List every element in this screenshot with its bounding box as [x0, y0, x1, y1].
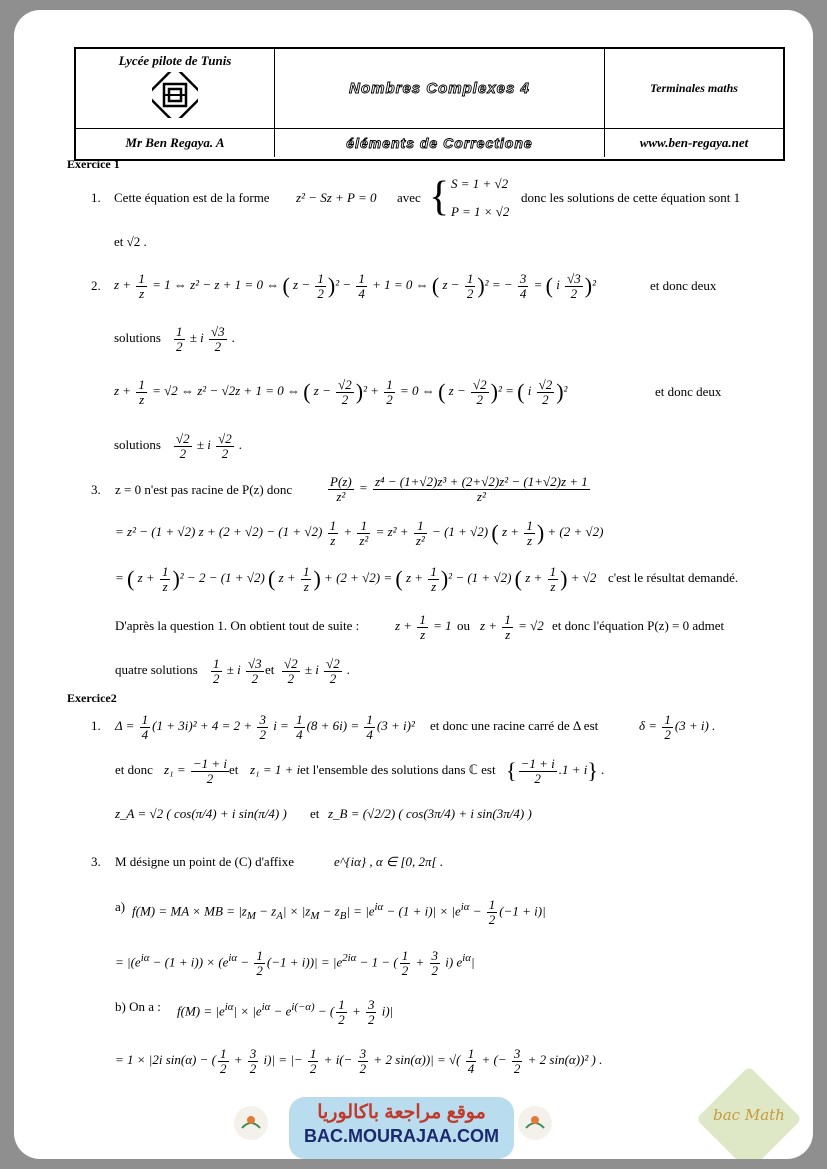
ex1-q2-equation-1: z + $\frac{1}{z}$ = 1 ⇔ z² − z + 1 = 0 ⇔ ( z − $\frac{1}{2}$ )² − $\frac{1}{4}$ + 1 = 0 ⇔ ( z − $\frac{1}{2}$ )² = − $\frac{3}{4}$ = ( i $\frac{√3}{2}$ )²	[114, 270, 596, 301]
ex2-qa-line1: f(M) = MA × MB = $|z_M - z_A| \times |z_M - z_B| = |e^{i\alpha} - (1 + i)| \times |e^{i\alpha}$ − $\frac{1}{2}$ (−1 + i)|	[132, 896, 546, 927]
ex1-q3-sol-a: $\frac{1}{2}$ ± i $\frac{√3}{2}$	[213, 655, 262, 686]
ex1-q1-S: S = 1 + √2	[451, 176, 509, 191]
ex2-q1-et-2: et	[310, 806, 320, 821]
ex1-q1-brace: {	[429, 174, 450, 220]
website-cell	[605, 129, 783, 157]
ex2-q1-etdonc: et donc	[115, 762, 153, 777]
level-label: Terminales maths	[650, 81, 738, 95]
ex2-qb-line2: = 1 × |2i sin(α) − ( $\frac{1}{2}$ + $\frac{3}{2}$ i)| = |− $\frac{1}{2}$ + i(− $\frac{3}{2}$ + 2 sin(α))| = √( $\frac{1}{4}$ + (− $\frac{3}{2}$ + 2 sin(α))² ) .	[115, 1045, 603, 1076]
ex2-q3-affixe: e^{iα} , α ∈ [0, 2π[ .	[334, 854, 444, 869]
ex2-q1-zA: z_A = √2 ( cos(π/4) + i sin(π/4) )	[115, 806, 287, 821]
ex1-q2-solutions-label-1: solutions	[114, 330, 161, 345]
ex1-q3-eq-a: z + $\frac{1}{z}$ = 1	[395, 611, 452, 642]
subtitle-cell	[275, 129, 605, 157]
ex1-q3-dapres: D'après la question 1. On obtient tout de suite :	[115, 618, 360, 633]
ex1-q2-line2-end: et donc deux	[655, 384, 722, 399]
bac-math-label: bac Math	[713, 1106, 785, 1124]
ex1-q3-number: 3.	[91, 482, 101, 497]
level-cell	[605, 49, 783, 129]
ex2-q1-number: 1.	[91, 718, 101, 733]
ex1-q3-et: et	[265, 662, 275, 677]
ex1-q3-intro: z = 0 n'est pas racine de P(z) donc	[115, 482, 293, 497]
title-cell	[275, 49, 605, 129]
ex1-q2-line1-end: et donc deux	[650, 278, 717, 293]
ex1-q3-eq-b: z + $\frac{1}{z}$ = √2	[480, 611, 544, 642]
school-logo-icon	[152, 72, 198, 118]
ex1-q2-solutions-2: $\frac{√2}{2}$ ± i $\frac{√2}{2}$ .	[176, 430, 243, 461]
ex1-q3-expansion-2: = ( z + $\frac{1}{z}$ )² − 2 − (1 + √2) ( z + $\frac{1}{z}$ ) + (2 + √2) = ( z + $\frac{1}{z}$ )² − (1 + √2) ( z + $\frac{1}{z}$ ) + √2	[115, 563, 597, 594]
ex1-q3-expansion-1: = z² − (1 + √2) z + (2 + √2) − (1 + √2) $\frac{1}{z}$ + $\frac{1}{\text{z²}}$ = z² + $\frac{1}{\text{z²}}$ − (1 + √2) ( z + $\frac{1}{z}$ ) + (2 + √2)	[115, 517, 604, 548]
ex1-q1-tail: donc les solutions de cette équation sont 1	[521, 190, 741, 205]
ex1-q3-ou: ou	[457, 618, 470, 633]
footer-site[interactable]: BAC.MOURAJAA.COM	[304, 1126, 499, 1146]
document-page	[14, 10, 813, 1159]
ex2-qa-line2: = $|(e^{i\alpha} - (1 + i)) \times (e^{i\alpha}$ − $\frac{1}{2}$ $(-1 + i))| = |e^{2i\alpha} - 1$ − ( $\frac{1}{2}$ + $\frac{3}{2}$ i) $e^{i\alpha}|$	[115, 947, 475, 978]
ex1-q2-solutions-1: $\frac{1}{2}$ ± i $\frac{√3}{2}$ .	[176, 323, 236, 354]
ex1-q3-quatre: quatre solutions	[115, 662, 198, 677]
ex2-q1-text: et donc une racine carré de Δ est	[430, 718, 599, 733]
ex2-qb-label: b) On a :	[115, 999, 161, 1014]
ex1-q2-number: 2.	[91, 278, 101, 293]
ex2-q1-zB: z_B = (√2/2) ( cos(3π/4) + i sin(3π/4) )	[328, 806, 532, 821]
footer-arabic: موقع مراجعة باكالوريا	[317, 1102, 486, 1123]
ex1-q3-end: c'est le résultat demandé.	[608, 570, 739, 585]
ex1-q3-fraction: $\frac{P(z)}{\text{z²}}$ = $\frac{\text{z⁴ − (1+√2)z³ + (2+√2)z² − (1+√2)z + 1}}{\text{z²}}$	[330, 473, 588, 504]
school-cell	[76, 49, 275, 129]
ex2-q3-text: M désigne un point de (C) d'affixe	[115, 854, 295, 869]
ex1-q1-avec: avec	[397, 190, 421, 205]
exercise1-heading: Exercice 1	[67, 157, 120, 171]
ex1-q1-form: z² − Sz + P = 0	[296, 190, 377, 205]
ex2-qb-line1: $f(M) = |e^{i\alpha}| \times |e^{i\alpha} - e^{i(-\alpha)}$ − ( $\frac{1}{2}$ + $\frac{3}{2}$ i)|	[177, 996, 394, 1027]
author-name: Mr Ben Regaya. A	[125, 135, 225, 150]
footer-logo-right-icon	[518, 1106, 552, 1140]
ex1-q1-number: 1.	[91, 190, 101, 205]
website-link[interactable]: www.ben-regaya.net	[639, 135, 749, 150]
school-name: Lycée pilote de Tunis	[118, 53, 232, 68]
ex1-q1-text: Cette équation est de la forme	[114, 190, 270, 205]
doc-subtitle: éléments de Correctione	[346, 135, 533, 151]
ex2-q1-z2: z₁ = 1 + i	[250, 762, 301, 777]
ex1-q1-P: P = 1 × √2	[451, 204, 510, 219]
ex2-q1-et: et	[229, 762, 239, 777]
ex2-qa-label: a)	[115, 899, 126, 914]
header-table	[74, 47, 785, 161]
ex1-q2-solutions-label-2: solutions	[114, 437, 161, 452]
ex2-q3-number: 3.	[91, 854, 101, 869]
ex2-q1-root: δ = $\frac{1}{2}$ (3 + i) .	[639, 711, 716, 742]
ex1-q2-equation-2: z + $\frac{1}{z}$ = √2 ⇔ z² − √2z + 1 = 0 ⇔ ( z − $\frac{√2}{2}$ )² + $\frac{1}{2}$ = 0 ⇔ ( z − $\frac{√2}{2}$ )² = ( i $\frac{√2}{2}$ )²	[114, 376, 568, 407]
doc-title: Nombres Complexes 4	[349, 80, 530, 97]
footer-logo-left-icon	[234, 1106, 268, 1140]
author-cell	[76, 129, 275, 157]
exercise2-heading: Exercice2	[67, 691, 117, 705]
ex2-q1-z1: z₁ = $\frac{-1 + i}{2}$	[164, 755, 228, 786]
ex2-q1-set: { $\frac{-1 + i}{2}$ .1 + i} .	[506, 755, 605, 786]
footer-banner[interactable]	[289, 1097, 514, 1159]
ex2-q1-delta: Δ = $\frac{1}{4}$ (1 + 3i)² + 4 = 2 + $\frac{3}{2}$ i = $\frac{1}{4}$ (8 + 6i) = $\frac{1}{4}$ (3 + i)²	[115, 711, 415, 742]
ex1-q3-sol-b: $\frac{√2}{2}$ ± i $\frac{√2}{2}$ .	[284, 655, 351, 686]
ex1-q1-tail2: et √2 .	[114, 234, 147, 249]
ex1-q3-admet: et donc l'équation P(z) = 0 admet	[552, 618, 725, 633]
ex2-q1-ensemble: et l'ensemble des solutions dans ℂ est	[300, 762, 496, 777]
